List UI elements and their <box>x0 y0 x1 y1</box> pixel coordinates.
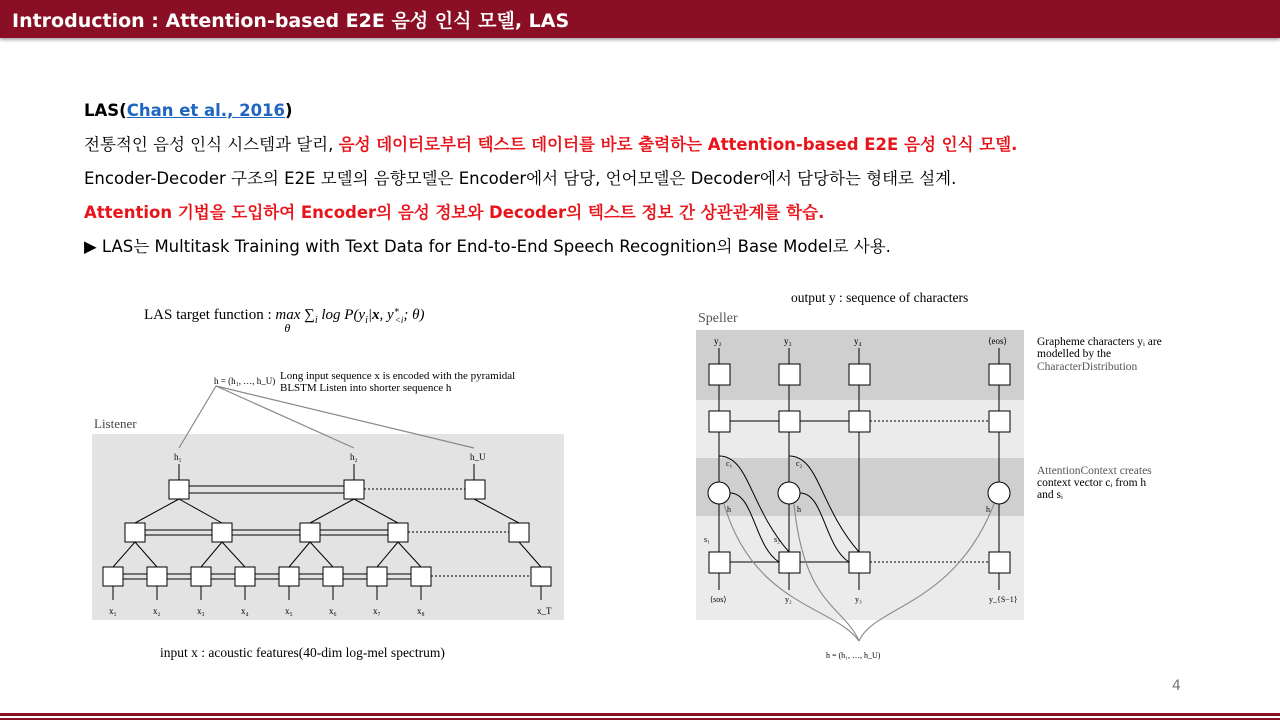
heading-prefix: LAS( <box>84 101 127 120</box>
speller-h-small-1: h <box>727 505 731 514</box>
body-line-2: Encoder-Decoder 구조의 E2E 모델의 음향모델은 Encoder에서 담당, 언어모델은 Decoder에서 담당하는 형태로 설계. <box>84 169 957 188</box>
speller-input-y2: y₂ <box>785 595 792 604</box>
speller-s1: s₁ <box>704 535 710 544</box>
x-label-8: x₈ <box>417 606 425 616</box>
speller-annotation-mid-2: context vector cᵢ from h <box>1037 477 1147 489</box>
speller-annotation-mid-1: AttentionContext creates <box>1037 465 1152 477</box>
speller-input-yS: y_{S−1} <box>989 595 1018 604</box>
listener-title: Listener <box>94 416 137 431</box>
output-label: output y : sequence of characters <box>791 290 969 305</box>
listener-h-eq: h = (h₁, …, h_U) <box>214 376 276 386</box>
body-line-3: Attention 기법을 도입하여 Encoder의 음성 정보와 Decoder의 텍스트 정보 간 상관관계를 학습. <box>84 203 825 222</box>
line1-text: 전통적인 음성 인식 시스템과 달리, <box>84 135 339 154</box>
speller-s2: s₂ <box>774 535 780 544</box>
target-function-label: LAS target function : <box>144 307 272 323</box>
title-bar <box>0 0 1280 38</box>
speller-annotation-mid-3: and sᵢ <box>1037 489 1063 501</box>
input-label: input x : acoustic features(40-dim log-mel spectrum) <box>160 645 445 660</box>
speller-title: Speller <box>698 311 738 326</box>
speller-h-eq: h = (h₁, …, h_U) <box>826 651 881 660</box>
speller-y-2: y₃ <box>784 336 792 346</box>
listener-h1: h₁ <box>174 452 182 462</box>
x-label-3: x₃ <box>197 606 205 616</box>
slide-body <box>84 94 1214 264</box>
body-line-4: ▶ LAS는 Multitask Training with Text Data for End-to-End Speech Recognition의 Base Model로 사용. <box>84 237 891 256</box>
speller-c1: c₁ <box>726 459 733 468</box>
body-line-1 <box>84 128 1214 162</box>
listener-h2: h₂ <box>350 452 358 462</box>
speller-c2: c₂ <box>796 459 803 468</box>
listener-annotation-2: BLSTM Listen into shorter sequence h <box>280 382 452 394</box>
speller-h-small-3: h <box>986 505 990 514</box>
listener-annotation-1: Long input sequence x is encoded with the pyramidal <box>280 370 516 382</box>
x-label-1: x₁ <box>109 606 117 616</box>
slide-title: Introduction : Attention-based E2E 음성 인식 모델, LAS <box>12 10 570 32</box>
speller-input-y3: y₃ <box>855 595 862 604</box>
x-label-6: x₆ <box>329 606 337 616</box>
citation-link[interactable]: Chan et al., 2016 <box>126 101 286 120</box>
target-function <box>144 305 425 335</box>
page-number: 4 <box>1172 678 1181 694</box>
speller-y-eos: ⟨eos⟩ <box>988 336 1008 346</box>
speller-annotation-top-2: modelled by the <box>1037 348 1112 360</box>
x-label-2: x₂ <box>153 606 161 616</box>
x-label-7: x₇ <box>373 606 381 616</box>
speller-y-1: y₂ <box>714 336 722 346</box>
speller-input-sos: ⟨sos⟩ <box>710 595 727 604</box>
speller-diagram <box>694 306 1194 666</box>
speller-y-3: y₄ <box>854 336 862 346</box>
speller-annotation-top-3: CharacterDistribution <box>1037 361 1138 373</box>
speller-h-small-2: h <box>797 505 801 514</box>
target-function-formula: max θ $\sum_i$ $\log P(y_i|x$, $y^∗_{<i}$; θ) <box>275 305 425 335</box>
heading-line <box>84 94 1214 128</box>
x-label-T: x_T <box>537 606 552 616</box>
speller-annotation-top-1: Grapheme characters yᵢ are <box>1037 336 1162 348</box>
footer-rule-thick <box>0 713 1280 716</box>
listener-hU: h_U <box>470 452 486 462</box>
listener-diagram <box>88 362 568 624</box>
x-label-4: x₄ <box>241 606 249 616</box>
line1-highlight: 음성 데이터로부터 텍스트 데이터를 바로 출력하는 Attention-based E2E 음성 인식 모델. <box>338 135 1018 154</box>
heading-suffix: ) <box>285 101 293 120</box>
x-label-5: x₅ <box>285 606 293 616</box>
